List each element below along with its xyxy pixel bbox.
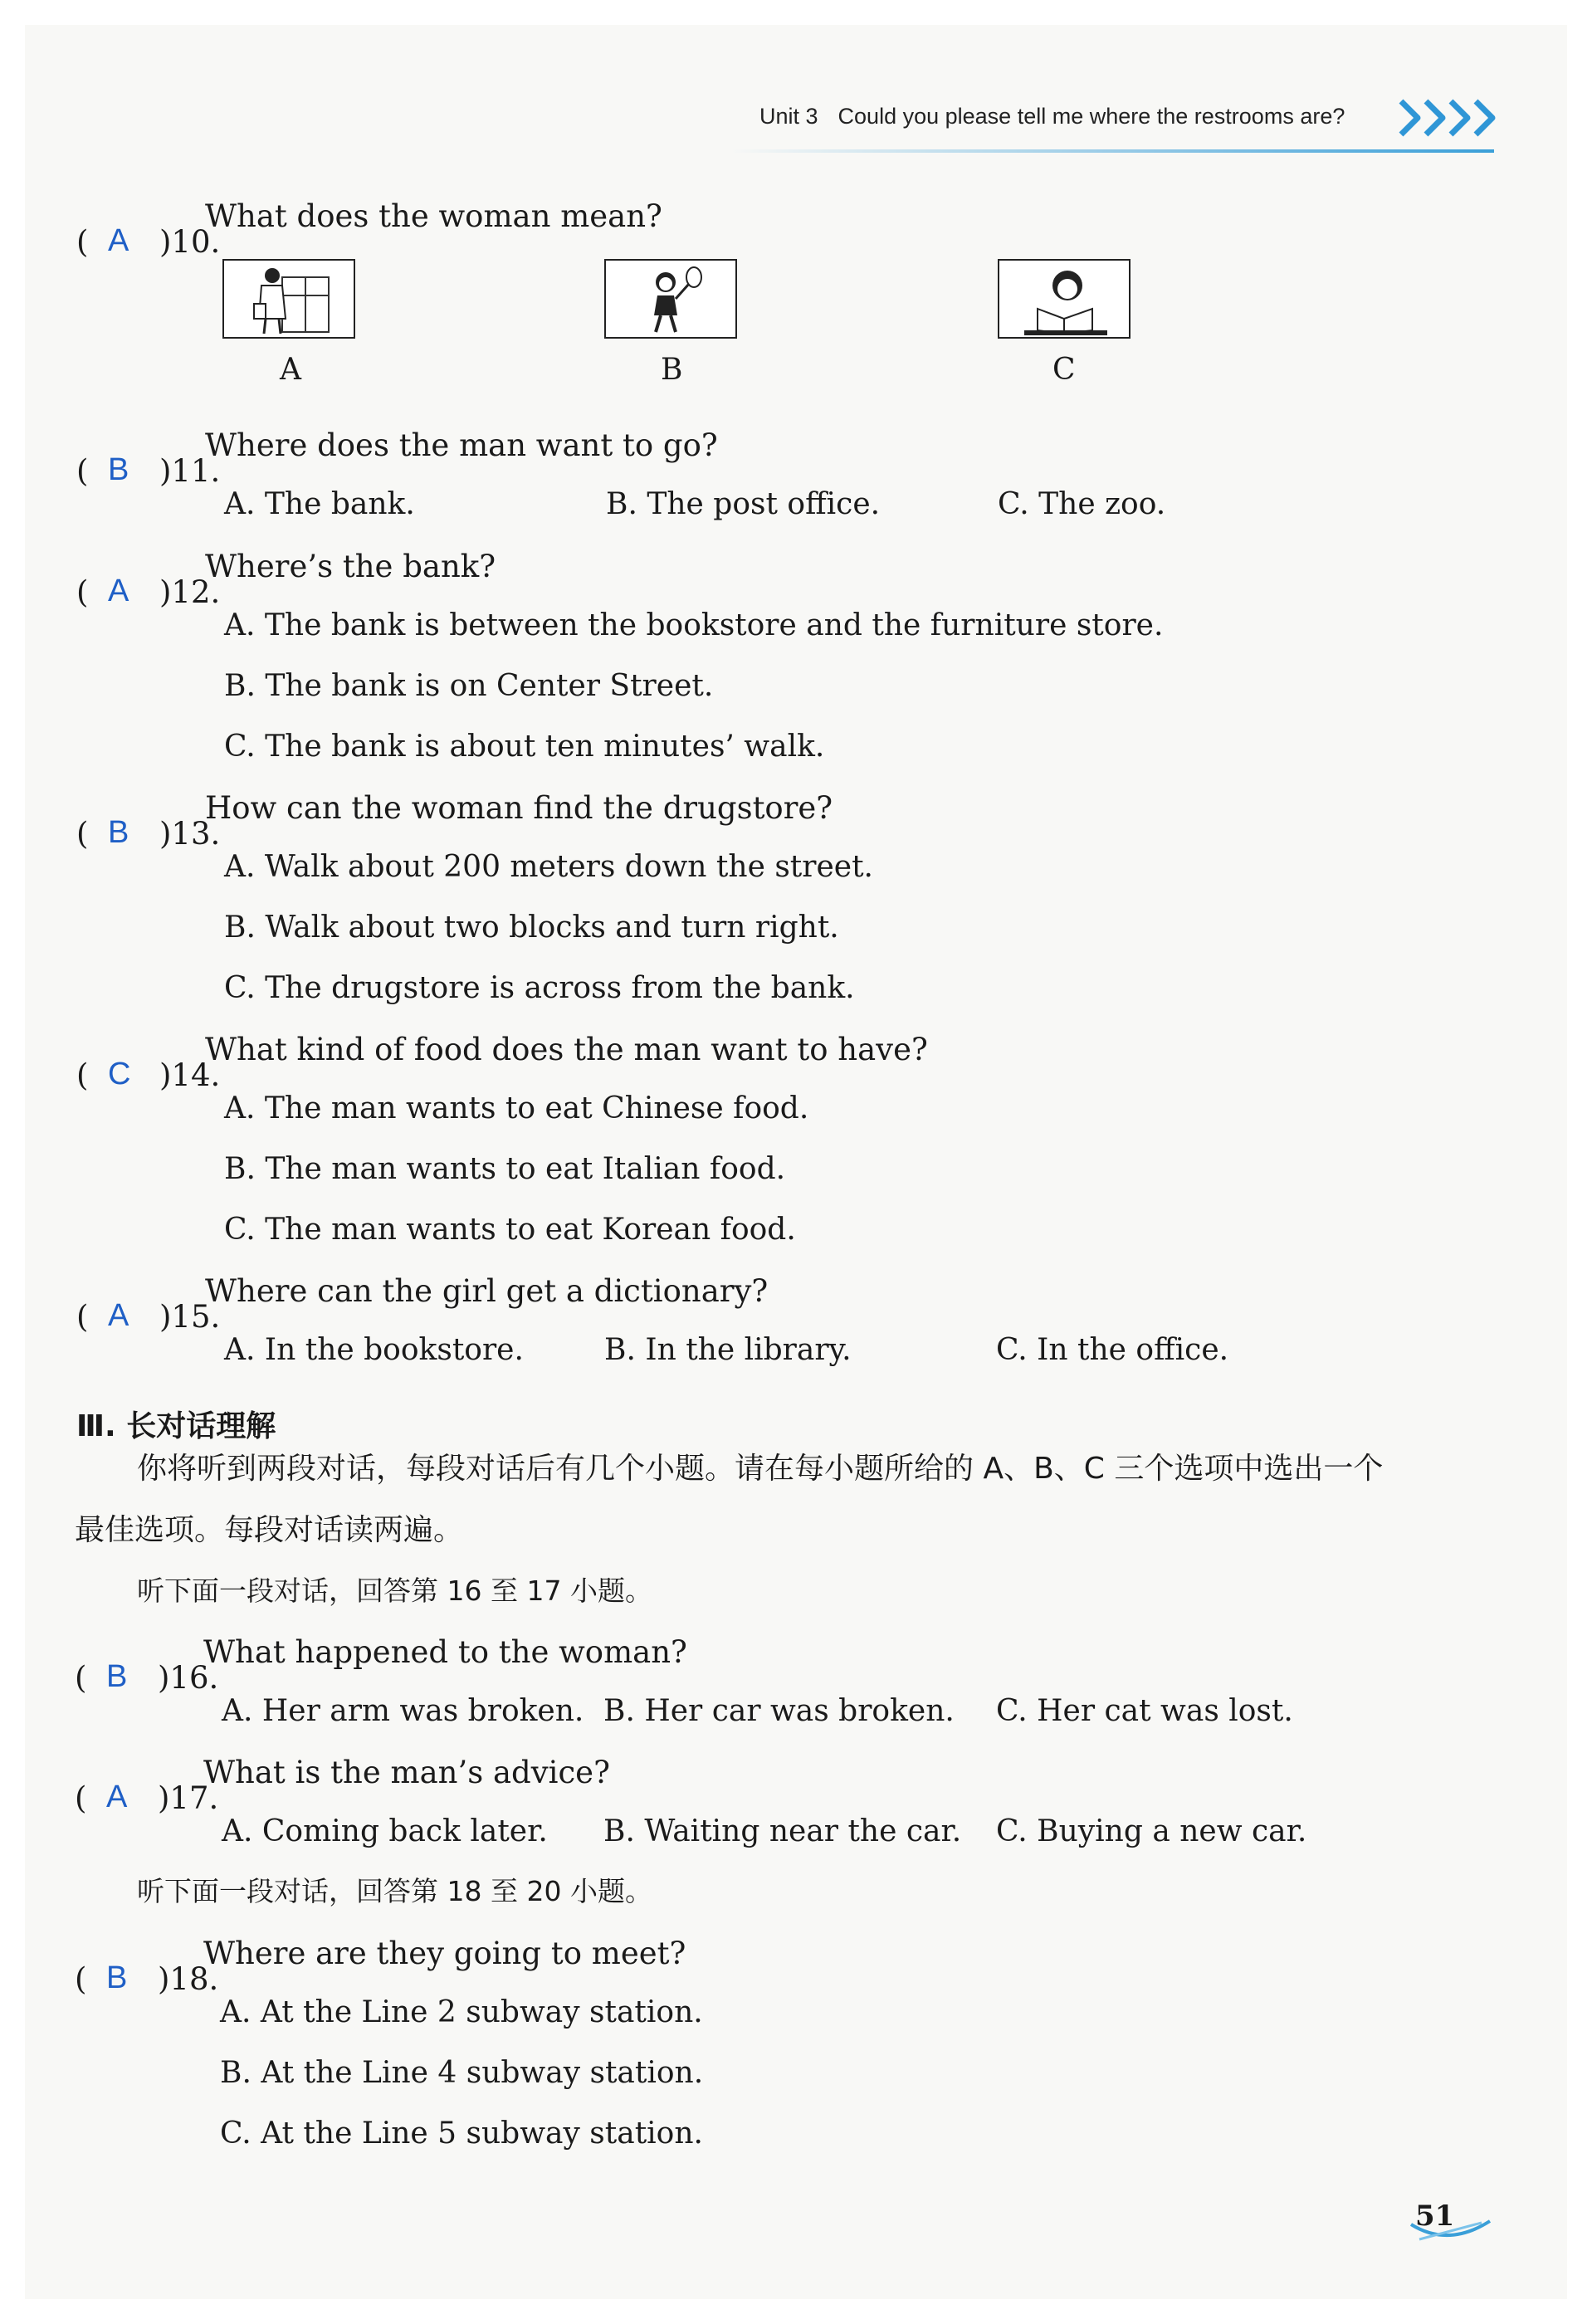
option-16-b: B. Her car was broken. xyxy=(603,1694,955,1728)
sub-instruction-2: 听下面一段对话，回答第 18 至 20 小题。 xyxy=(137,1875,652,1907)
girl-reading-icon xyxy=(999,261,1129,337)
question-15: ( A )15. Where can the girl get a dictionary? xyxy=(76,1273,769,1335)
option-14-b: B. The man wants to eat Italian food. xyxy=(224,1152,786,1186)
option-16-c: C. Her cat was lost. xyxy=(996,1694,1293,1728)
answer-18: B xyxy=(106,1960,128,1995)
picture-label-a: A xyxy=(280,353,301,387)
option-11-a: A. The bank. xyxy=(224,487,415,521)
picture-label-c: C xyxy=(1052,353,1076,387)
answer-17: A xyxy=(106,1780,128,1814)
answer-12: A xyxy=(108,574,129,608)
option-12-a: A. The bank is between the bookstore and the furniture store. xyxy=(224,608,1164,642)
answer-15: A xyxy=(108,1298,129,1333)
question-16: ( B )16. What happened to the woman? xyxy=(75,1634,687,1696)
option-11-b: B. The post office. xyxy=(606,487,881,521)
question-10-text: What does the woman mean? xyxy=(205,198,662,234)
header-unit: Unit 3 xyxy=(759,104,818,129)
answer-11: B xyxy=(108,452,129,487)
answer-16: B xyxy=(106,1659,128,1694)
running-header xyxy=(759,104,1345,129)
option-13-b: B. Walk about two blocks and turn right. xyxy=(224,911,839,945)
option-13-c: C. The drugstore is across from the bank. xyxy=(224,971,855,1005)
option-16-a: A. Her arm was broken. xyxy=(222,1694,584,1728)
option-12-b: B. The bank is on Center Street. xyxy=(224,669,714,703)
option-14-a: A. The man wants to eat Chinese food. xyxy=(224,1091,809,1125)
section-instruction-line2: 最佳选项。每段对话读两遍。 xyxy=(75,1513,464,1547)
option-15-b: B. In the library. xyxy=(604,1333,852,1367)
woman-shopping-icon xyxy=(224,261,354,337)
option-11-c: C. The zoo. xyxy=(998,487,1166,521)
option-18-a: A. At the Line 2 subway station. xyxy=(220,1995,703,2029)
sub-instruction-1: 听下面一段对话，回答第 16 至 17 小题。 xyxy=(137,1575,652,1607)
option-18-c: C. At the Line 5 subway station. xyxy=(220,2116,703,2151)
option-12-c: C. The bank is about ten minutes’ walk. xyxy=(224,730,825,764)
section-instruction-line1: 你将听到两段对话，每段对话后有几个小题。请在每小题所给的 A、B、C 三个选项中选出一个 xyxy=(137,1452,1384,1486)
question-17: ( A )17. What is the man’s advice? xyxy=(75,1755,610,1816)
option-18-b: B. At the Line 4 subway station. xyxy=(220,2056,704,2090)
page-number: 51 xyxy=(1415,2200,1455,2233)
option-14-c: C. The man wants to eat Korean food. xyxy=(224,1213,796,1247)
question-12: ( A )12. Where’s the bank? xyxy=(76,549,496,610)
option-17-a: A. Coming back later. xyxy=(222,1814,548,1848)
section-title: Ⅲ. 长对话理解 xyxy=(76,1409,276,1443)
option-17-c: C. Buying a new car. xyxy=(996,1814,1307,1848)
answer-10: A xyxy=(108,223,129,258)
question-13: ( B )13. How can the woman find the drugstore? xyxy=(76,790,833,852)
question-10: ( A )10. What does the woman mean? xyxy=(76,198,662,260)
answer-14: C xyxy=(108,1057,131,1091)
question-11: ( B )11. Where does the man want to go? xyxy=(76,427,718,489)
option-15-a: A. In the bookstore. xyxy=(224,1333,524,1367)
picture-option-c xyxy=(998,259,1131,339)
header-rule xyxy=(730,149,1494,153)
picture-label-b: B xyxy=(661,353,683,387)
answer-13: B xyxy=(108,815,129,850)
option-17-b: B. Waiting near the car. xyxy=(603,1814,962,1848)
girl-tennis-icon xyxy=(606,261,735,337)
question-18: ( B )18. Where are they going to meet? xyxy=(75,1936,686,1997)
picture-option-b xyxy=(604,259,737,339)
option-13-a: A. Walk about 200 meters down the street. xyxy=(224,850,873,884)
question-14: ( C )14. What kind of food does the man want to have? xyxy=(76,1032,928,1093)
header-title: Could you please tell me where the restrooms are? xyxy=(838,104,1345,129)
chevrons-icon xyxy=(1394,93,1502,143)
option-15-c: C. In the office. xyxy=(996,1333,1229,1367)
picture-option-a xyxy=(222,259,355,339)
